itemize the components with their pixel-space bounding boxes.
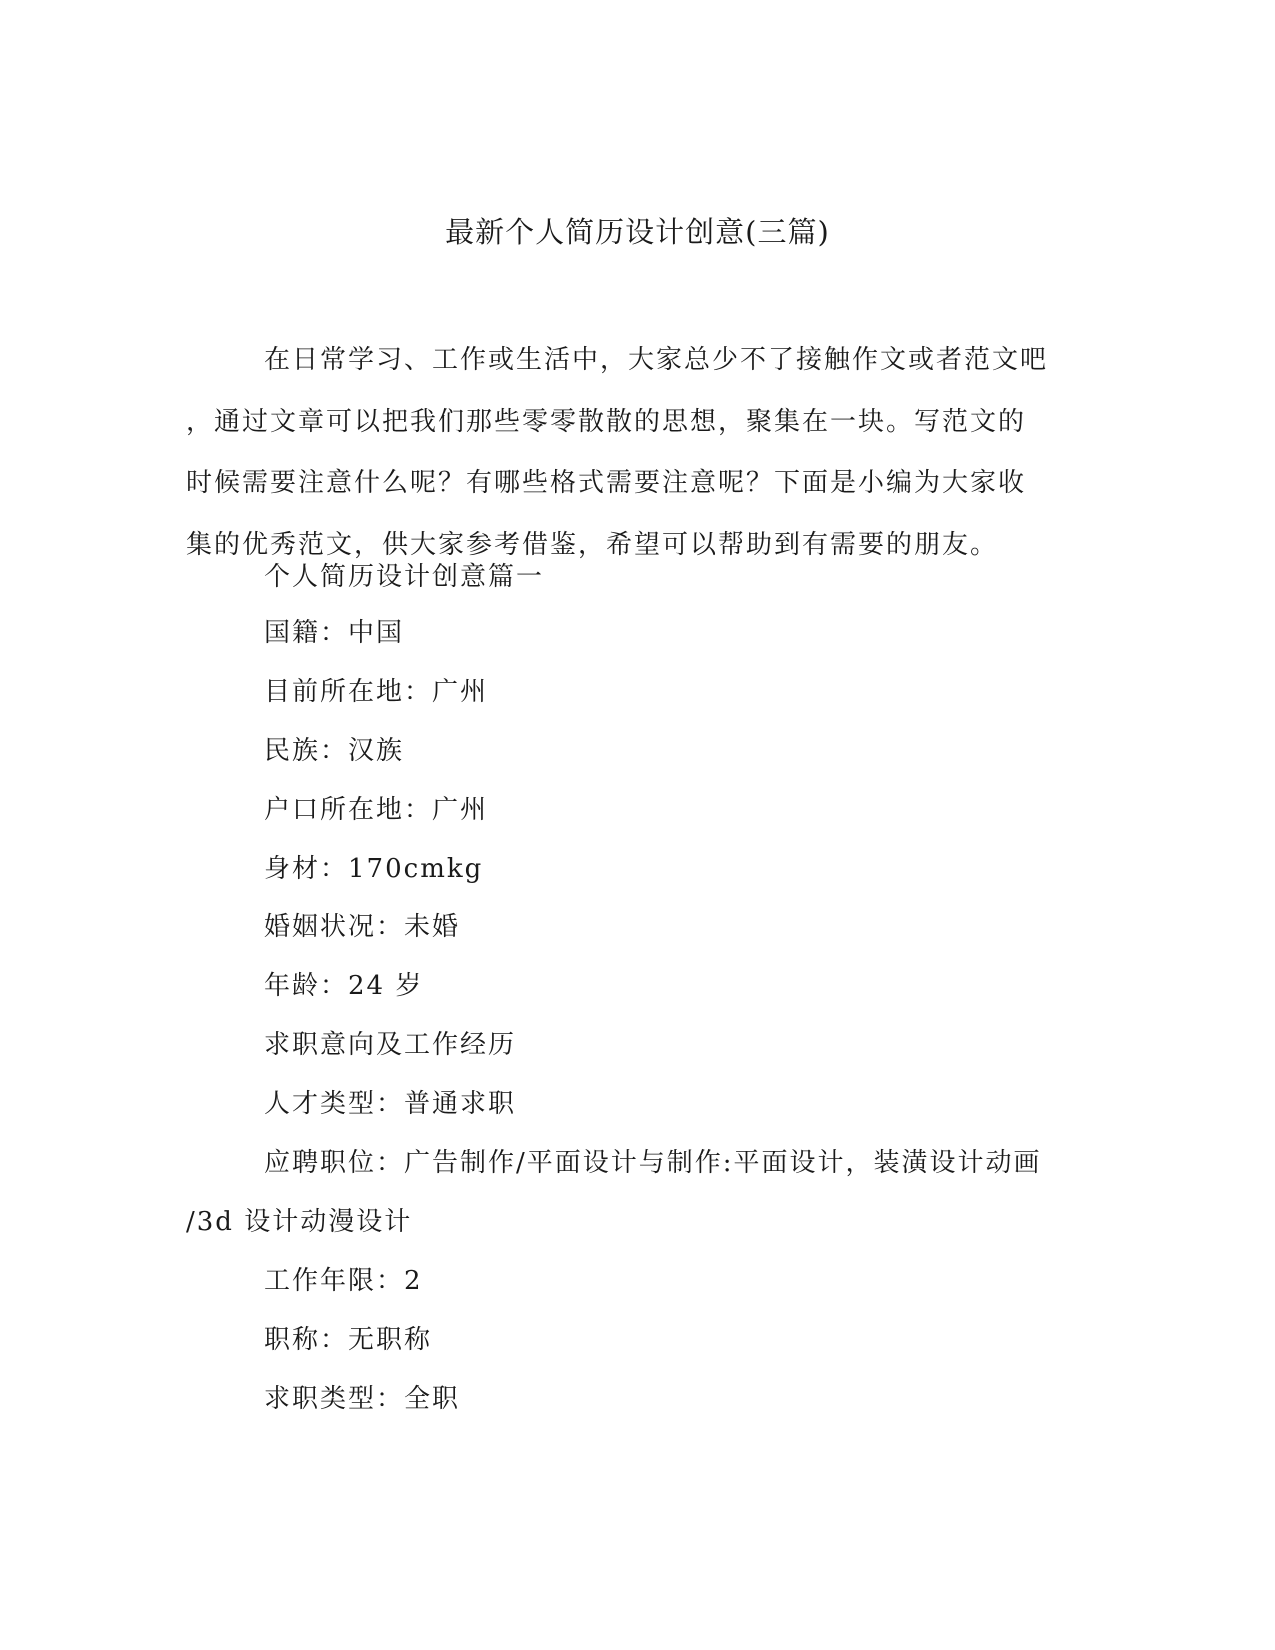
field-ethnicity: 民族：汉族 (264, 736, 405, 766)
intro-line: 在日常学习、工作或生活中，大家总少不了接触作文或者范文吧 (264, 345, 1049, 375)
field-marital-status: 婚姻状况：未婚 (264, 912, 461, 942)
field-title-rank: 职称：无职称 (264, 1325, 433, 1355)
field-work-years: 工作年限：2 (264, 1266, 423, 1296)
field-talent-type: 人才类型：普通求职 (264, 1089, 517, 1119)
job-intent-heading: 求职意向及工作经历 (264, 1030, 517, 1060)
field-position-continued: /3d 设计动漫设计 (186, 1207, 413, 1237)
field-position: 应聘职位：广告制作/平面设计与制作:平面设计，装潢设计动画 (264, 1148, 1042, 1178)
field-nationality: 国籍：中国 (264, 618, 405, 648)
field-job-type: 求职类型：全职 (264, 1384, 461, 1414)
field-age: 年龄：24 岁 (264, 971, 424, 1001)
document-title: 最新个人简历设计创意(三篇) (445, 215, 830, 249)
field-hukou-location: 户口所在地：广州 (264, 795, 489, 825)
intro-line: 集的优秀范文，供大家参考借鉴，希望可以帮助到有需要的朋友。 (186, 529, 999, 560)
intro-paragraph (186, 330, 1086, 576)
intro-line: ，通过文章可以把我们那些零零散散的思想，聚集在一块。写范文的 (186, 406, 1027, 437)
section-heading: 个人简历设计创意篇一 (264, 562, 545, 592)
field-body: 身材：170cmkg (264, 854, 484, 884)
intro-line: 时候需要注意什么呢？有哪些格式需要注意呢？下面是小编为大家收 (186, 468, 1027, 498)
field-current-location: 目前所在地：广州 (264, 677, 489, 707)
